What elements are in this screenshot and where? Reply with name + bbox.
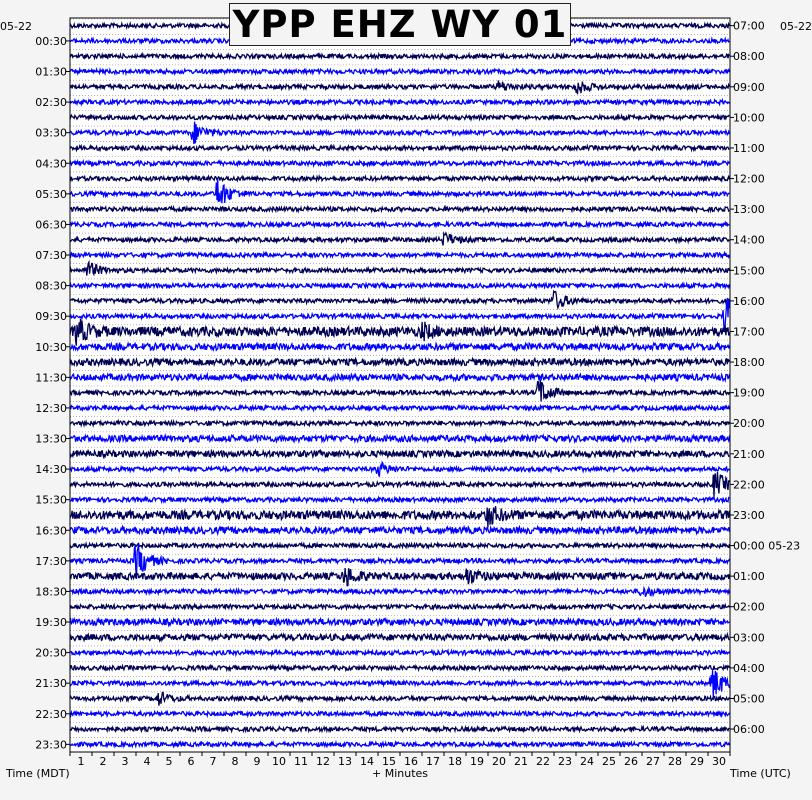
right-tick-label: 12:00 xyxy=(733,172,765,186)
left-tick-label: 04:30 xyxy=(35,157,67,171)
x-tick-label: 7 xyxy=(209,755,217,768)
date-label-right: 05-22 xyxy=(780,20,812,33)
x-tick-label: 3 xyxy=(121,755,129,768)
left-tick-label: 14:30 xyxy=(35,463,67,477)
x-tick-label: 20 xyxy=(492,755,506,768)
x-tick-label: 5 xyxy=(165,755,173,768)
x-tick-label: 26 xyxy=(624,755,638,768)
left-tick-label: 03:30 xyxy=(35,126,67,140)
left-tick-label: 18:30 xyxy=(35,585,67,599)
left-tick-label: 06:30 xyxy=(35,218,67,232)
right-tick-label: 21:00 xyxy=(733,447,765,461)
right-tick-label: 18:00 xyxy=(733,356,765,370)
x-tick-label: 24 xyxy=(580,755,594,768)
right-tick-label: 13:00 xyxy=(733,203,765,217)
x-tick-label: 18 xyxy=(448,755,462,768)
x-tick-label: 30 xyxy=(712,755,726,768)
left-tick-label: 09:30 xyxy=(35,310,67,324)
right-axis-label: Time (UTC) xyxy=(730,767,791,780)
left-tick-label: 16:30 xyxy=(35,524,67,538)
left-tick-label: 10:30 xyxy=(35,340,67,354)
left-tick-label: 15:30 xyxy=(35,493,67,507)
left-tick-label: 02:30 xyxy=(35,96,67,110)
x-tick-label: 9 xyxy=(253,755,261,768)
right-tick-label: 17:00 xyxy=(733,325,765,339)
left-tick-label: 00:30 xyxy=(35,34,67,48)
left-tick-label: 07:30 xyxy=(35,249,67,263)
x-tick-label: 14 xyxy=(360,755,374,768)
x-tick-label: 19 xyxy=(470,755,484,768)
left-tick-label: 13:30 xyxy=(35,432,67,446)
left-tick-label: 11:30 xyxy=(35,371,67,385)
right-tick-label: 14:00 xyxy=(733,233,765,247)
left-tick-label: 20:30 xyxy=(35,646,67,660)
right-tick-label: 15:00 xyxy=(733,264,765,278)
right-tick-label: 01:00 xyxy=(733,570,765,584)
x-axis-label: + Minutes xyxy=(372,767,429,780)
right-tick-label: 22:00 xyxy=(733,478,765,492)
right-tick-label: 00:00 05-23 xyxy=(733,539,801,553)
right-tick-label: 10:00 xyxy=(733,111,765,125)
right-tick-label: 16:00 xyxy=(733,294,765,308)
left-tick-label: 23:30 xyxy=(35,738,67,752)
x-tick-label: 27 xyxy=(646,755,660,768)
right-tick-label: 02:00 xyxy=(733,600,765,614)
right-tick-label: 20:00 xyxy=(733,417,765,431)
left-tick-label: 05:30 xyxy=(35,187,67,201)
left-tick-label: 17:30 xyxy=(35,554,67,568)
x-tick-label: 17 xyxy=(426,755,440,768)
x-tick-label: 10 xyxy=(272,755,286,768)
right-tick-label: 06:00 xyxy=(733,723,765,737)
x-tick-label: 23 xyxy=(558,755,572,768)
right-tick-label: 05:00 xyxy=(733,692,765,706)
left-tick-label: 21:30 xyxy=(35,677,67,691)
x-tick-label: 28 xyxy=(668,755,682,768)
plot-area xyxy=(70,18,730,752)
chart-title: YPP EHZ WY 01 xyxy=(229,3,571,46)
x-tick-label: 16 xyxy=(404,755,418,768)
right-tick-label: 11:00 xyxy=(733,141,765,155)
x-tick-label: 4 xyxy=(143,755,151,768)
left-tick-label: 22:30 xyxy=(35,707,67,721)
left-tick-label: 08:30 xyxy=(35,279,67,293)
x-tick-label: 25 xyxy=(602,755,616,768)
x-tick-label: 6 xyxy=(187,755,195,768)
left-tick-label: 01:30 xyxy=(35,65,67,79)
x-tick-label: 1 xyxy=(77,755,85,768)
x-tick-label: 2 xyxy=(99,755,107,768)
right-tick-label: 09:00 xyxy=(733,80,765,94)
right-tick-label: 07:00 xyxy=(733,19,765,33)
left-tick-label: 19:30 xyxy=(35,616,67,630)
x-tick-label: 13 xyxy=(338,755,352,768)
x-tick-label: 12 xyxy=(316,755,330,768)
x-tick-label: 11 xyxy=(294,755,308,768)
x-tick-label: 29 xyxy=(690,755,704,768)
left-axis-label: Time (MDT) xyxy=(6,767,70,780)
x-tick-label: 21 xyxy=(514,755,528,768)
left-tick-label: 12:30 xyxy=(35,401,67,415)
right-tick-label: 08:00 xyxy=(733,50,765,64)
right-tick-label: 19:00 xyxy=(733,386,765,400)
right-tick-label: 03:00 xyxy=(733,631,765,645)
right-tick-label: 23:00 xyxy=(733,508,765,522)
right-tick-label: 04:00 xyxy=(733,661,765,675)
date-label-left: 05-22 xyxy=(0,20,32,33)
x-tick-label: 15 xyxy=(382,755,396,768)
x-tick-label: 22 xyxy=(536,755,550,768)
x-tick-label: 8 xyxy=(231,755,239,768)
